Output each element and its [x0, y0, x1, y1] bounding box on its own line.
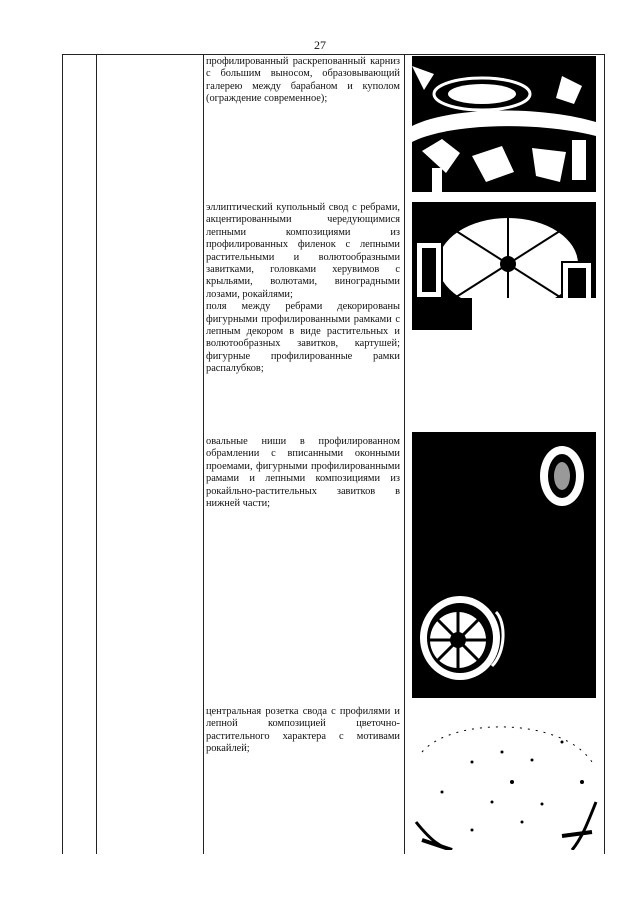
dome-cornice-gallery-photo: [412, 56, 596, 192]
table-row-description: [206, 202, 400, 376]
table-row-description: [206, 56, 400, 106]
page-number: 27: [314, 38, 326, 52]
description-paragraph: поля между ребрами декорированы фигурными профилированными рамками с лепным декором в виде растительных и волютообразных завитков, картушей; фигурные профилированные рамки распалубков;: [206, 301, 400, 375]
description-paragraph: овальные ниши в профилированном обрамлении с вписанными оконными проемами, фигурными профилированными рамами и лепными композициями из рокайльно-растительных завитков в нижней части;: [206, 436, 400, 510]
description-paragraph: профилированный раскрепованный карниз с большим выносом, образовывающий галерею между барабаном и куполом (ограждение современное);: [206, 56, 400, 105]
table-row-description: [206, 436, 400, 510]
elliptical-vault-photo: [412, 202, 596, 330]
oval-niche-window-photo: [412, 432, 596, 698]
description-paragraph: эллиптический купольный свод с ребрами, акцентированными чередующимися лепными композициями из профилированных филенок с лепными растительными и волютообразными завитками, головками херувимов с крыльями, волютами, виноградными лозами, рокайлями;: [206, 202, 400, 300]
description-paragraph: центральная розетка свода с профилями и лепной композицией цветочно-растительного характера с мотивами рокайлей;: [206, 706, 400, 755]
table-row-description: [206, 706, 400, 756]
central-rosette-photo: [412, 712, 600, 850]
